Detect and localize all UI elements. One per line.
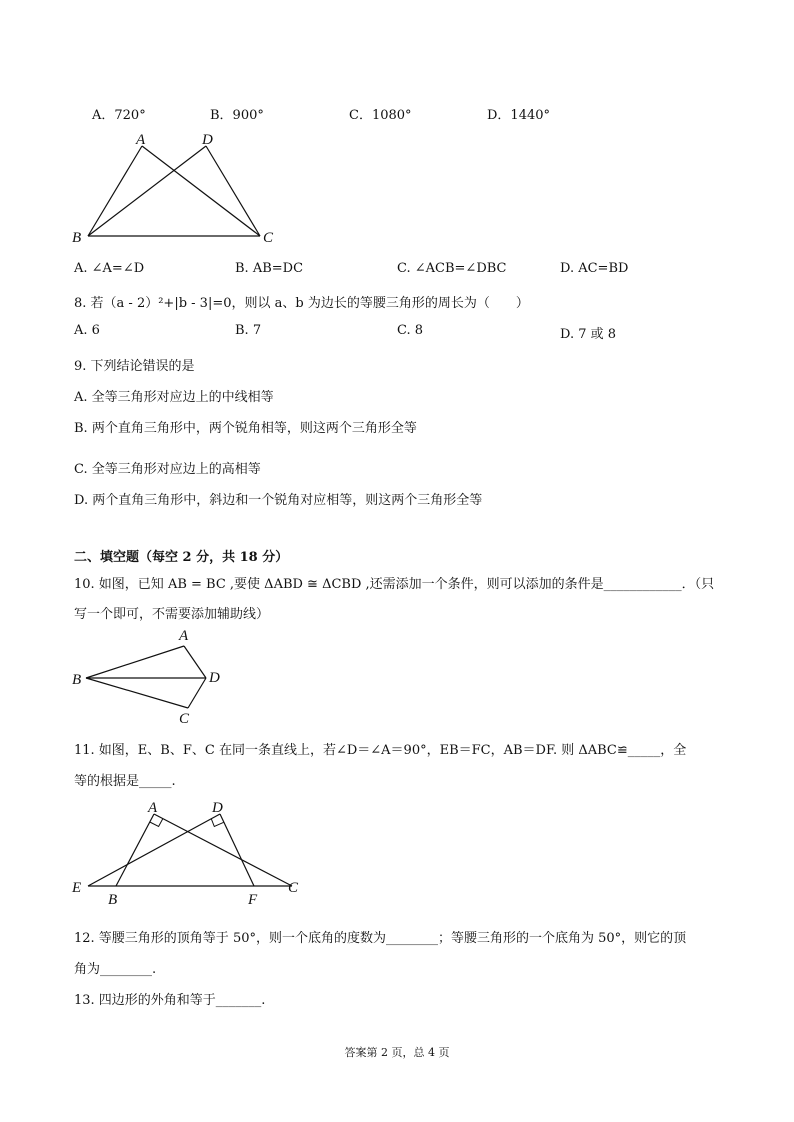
fig3-label-d: D bbox=[212, 800, 223, 816]
q8-stem: 8. 若（a - 2）²+|b - 3|=0，则以 a、b 为边长的等腰三角形的周长为（ ） bbox=[74, 296, 529, 311]
q6-option-a: A．720° bbox=[92, 108, 146, 123]
q12-line2: 角为________. bbox=[74, 962, 157, 977]
fig1-label-b: B bbox=[72, 230, 82, 246]
fig3-segment-ba bbox=[116, 814, 154, 886]
q8-option-b: B. 7 bbox=[235, 323, 262, 338]
fig2-segment-bc bbox=[86, 678, 188, 708]
fig3-label-f: F bbox=[248, 892, 258, 908]
q6-option-c: C．1080° bbox=[349, 108, 412, 123]
fig3-right-angle-a bbox=[150, 819, 163, 827]
q7-option-c: C. ∠ACB=∠DBC bbox=[397, 261, 507, 276]
fig3-segment-ac bbox=[154, 814, 292, 886]
fig1-segment-dc bbox=[206, 146, 260, 236]
q9-option-b: B. 两个直角三角形中，两个锐角相等，则这两个三角形全等 bbox=[74, 421, 417, 436]
page-footer: 答案第 2 页，总 4 页 bbox=[344, 1046, 450, 1059]
fig2-label-a: A bbox=[179, 628, 189, 644]
fig3-label-e: E bbox=[72, 880, 82, 896]
fig3-segment-df bbox=[220, 814, 254, 886]
q9-option-a: A. 全等三角形对应边上的中线相等 bbox=[74, 390, 274, 405]
q7-option-d: D. AC=BD bbox=[560, 261, 629, 276]
fig1-segment-ac bbox=[142, 146, 260, 236]
figure-kite-abcd bbox=[60, 624, 240, 730]
q11-line1: 11. 如图，E、B、F、C 在同一条直线上，若∠D＝∠A＝90°，EB＝FC，AB＝DF. 则 ΔABC≌_____，全 bbox=[74, 743, 687, 758]
q6-option-b: B．900° bbox=[210, 108, 264, 123]
fig2-segment-ba bbox=[86, 646, 184, 678]
q7-option-a: A. ∠A=∠D bbox=[74, 261, 145, 276]
fig2-label-d: D bbox=[209, 670, 220, 686]
figure-triangles-abdc bbox=[60, 128, 300, 248]
q13-text: 13. 四边形的外角和等于_______. bbox=[74, 993, 266, 1008]
q11-line2: 等的根据是_____. bbox=[74, 774, 176, 789]
q9-stem: 9. 下列结论错误的是 bbox=[74, 359, 195, 374]
fig1-label-d: D bbox=[202, 132, 213, 148]
fig2-label-b: B bbox=[72, 672, 82, 688]
fig1-label-a: A bbox=[136, 132, 146, 148]
fig3-right-angle-d bbox=[211, 819, 223, 827]
fig3-label-a: A bbox=[148, 800, 158, 816]
q12-line1: 12. 等腰三角形的顶角等于 50°，则一个底角的度数为________；等腰三角形的一个底角为 50°，则它的顶 bbox=[74, 931, 687, 946]
q6-option-d: D．1440° bbox=[487, 108, 551, 123]
q9-option-c: C. 全等三角形对应边上的高相等 bbox=[74, 462, 261, 477]
fig2-label-c: C bbox=[179, 711, 190, 727]
fig1-segment-ba bbox=[88, 146, 142, 236]
fig3-label-b: B bbox=[108, 892, 118, 908]
q9-option-d: D. 两个直角三角形中，斜边和一个锐角对应相等，则这两个三角形全等 bbox=[74, 493, 483, 508]
q8-option-c: C. 8 bbox=[397, 323, 424, 338]
fig1-label-c: C bbox=[263, 230, 274, 246]
q8-option-d: D. 7 或 8 bbox=[560, 327, 617, 342]
q10-line1: 10. 如图，已知 AB = BC ,要使 ΔABD ≅ ΔCBD ,还需添加一个条件，则可以添加的条件是____________．（只 bbox=[74, 577, 715, 592]
fig1-segment-bd bbox=[88, 146, 206, 236]
q10-line2: 写一个即可，不需要添加辅助线） bbox=[74, 607, 270, 622]
section-2-title: 二、填空题（每空 2 分，共 18 分） bbox=[74, 550, 289, 565]
q7-option-b: B. AB=DC bbox=[235, 261, 304, 276]
fig2-segment-ad bbox=[184, 646, 206, 678]
fig3-segment-ed bbox=[88, 814, 220, 886]
q8-option-a: A. 6 bbox=[74, 323, 100, 338]
figure-right-triangles-ebfc bbox=[60, 796, 310, 908]
fig2-segment-cd bbox=[188, 678, 206, 708]
fig3-label-c: C bbox=[288, 880, 299, 896]
